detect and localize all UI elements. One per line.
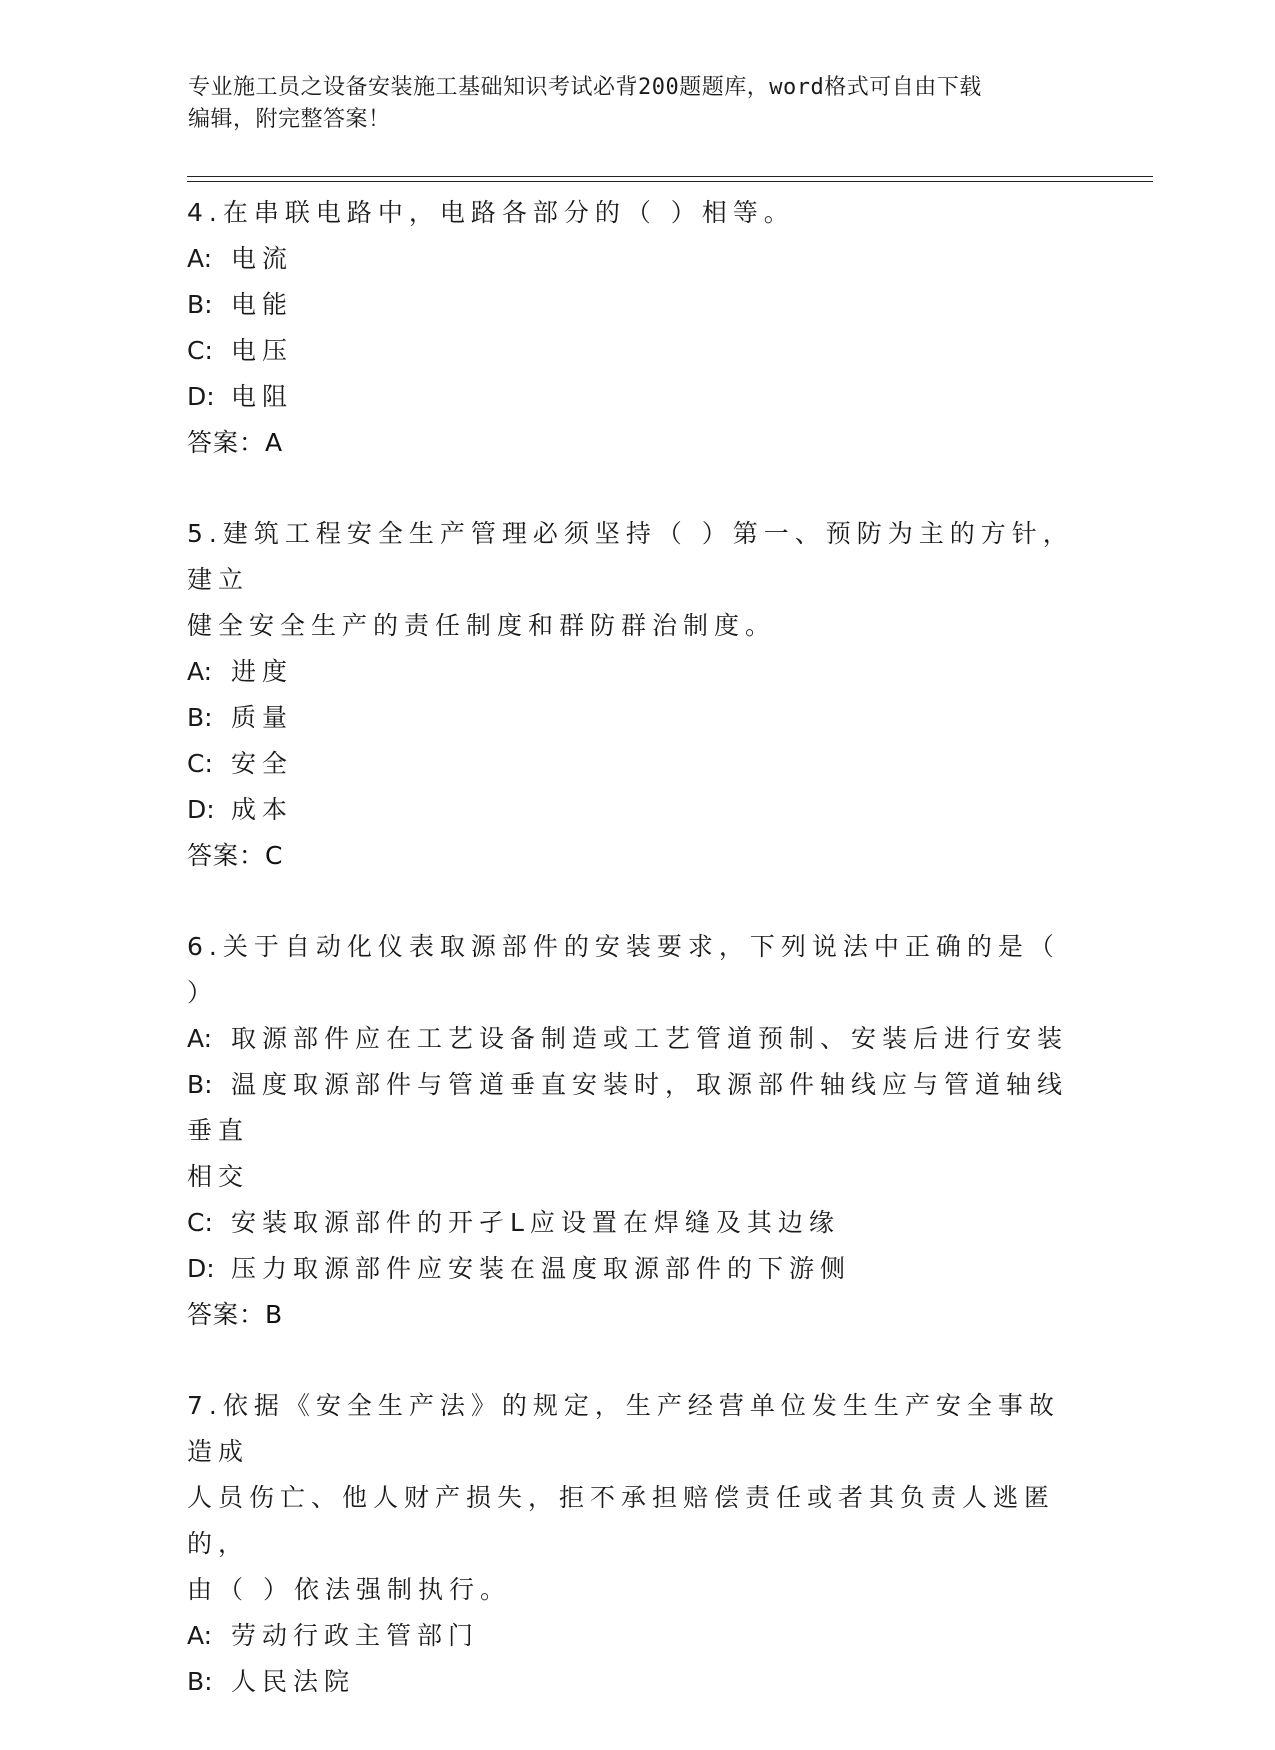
question-7 [187,1383,1087,1705]
question-4 [187,190,1087,466]
option-text: 压力取源部件应安装在温度取源部件的下游侧 [231,1254,852,1283]
question-stem: 4.在串联电路中，电路各部分的（ ）相等。 [187,198,795,227]
option-c [187,1200,1087,1246]
option-b [187,1062,1087,1154]
question-5 [187,511,1087,879]
option-key: B: [187,1070,213,1099]
option-d [187,374,1087,420]
answer: 答案：A [187,428,284,457]
question-stem-continued: 由（ ）依法强制执行。 [187,1575,511,1604]
answer: 答案：C [187,841,284,870]
option-text: 成本 [231,795,294,824]
option-key: B: [187,703,213,732]
option-text: 取源部件应在工艺设备制造或工艺管道预制、安装后进行安装 [231,1024,1069,1053]
option-text: 电压 [231,336,294,365]
option-c [187,328,1087,374]
option-key: D: [187,1254,215,1283]
option-key: D: [187,382,215,411]
header-divider-bottom [187,181,1153,182]
option-key: A: [187,244,213,273]
header-divider-top [187,176,1153,177]
option-key: C: [187,1208,213,1237]
option-text: 安全 [231,749,294,778]
option-key: C: [187,336,213,365]
question-stem: 7.依据《安全生产法》的规定，生产经营单位发生生产安全事故造成 [187,1391,1060,1466]
question-stem: 5.建筑工程安全生产管理必须坚持（ ）第一、预防为主的方针，建立 [187,519,1074,594]
question-stem-continued: 人员伤亡、他人财产损失，拒不承担赔偿责任或者其负责人逃匿的， [187,1483,1056,1558]
question-list [187,190,1087,1750]
option-text: 安装取源部件的开孑L应设置在焊缝及其边缘 [231,1208,840,1237]
answer: 答案：B [187,1300,284,1329]
option-d [187,1246,1087,1292]
option-b-continued: 相交 [187,1162,250,1191]
option-a [187,236,1087,282]
question-stem: 6.关于自动化仪表取源部件的安装要求，下列说法中正确的是（ ） [187,932,1060,1007]
option-text: 电阻 [231,382,294,411]
option-b [187,1659,1087,1705]
document-header [188,72,1068,136]
option-key: A: [187,1621,213,1650]
option-text: 进度 [231,657,294,686]
option-a [187,1016,1087,1062]
option-text: 电能 [231,290,294,319]
option-c [187,741,1087,787]
option-text: 温度取源部件与管道垂直安装时，取源部件轴线应与管道轴线垂直 [187,1070,1069,1145]
question-6 [187,924,1087,1338]
option-key: B: [187,1667,213,1696]
option-b [187,695,1087,741]
option-key: B: [187,290,213,319]
option-key: A: [187,657,213,686]
option-a [187,1613,1087,1659]
option-d [187,787,1087,833]
header-line-1: 专业施工员之设备安装施工基础知识考试必背200题题库，word格式可自由下载 [188,75,982,100]
option-a [187,649,1087,695]
header-line-2: 编辑，附完整答案！ [188,107,391,132]
option-key: A: [187,1024,213,1053]
option-b [187,282,1087,328]
option-key: C: [187,749,213,778]
option-text: 人民法院 [231,1667,356,1696]
option-text: 质量 [231,703,294,732]
option-text: 劳动行政主管部门 [231,1621,480,1650]
option-key: D: [187,795,215,824]
question-stem-continued: 健全安全生产的责任制度和群防群治制度。 [187,611,777,640]
option-text: 电流 [231,244,294,273]
